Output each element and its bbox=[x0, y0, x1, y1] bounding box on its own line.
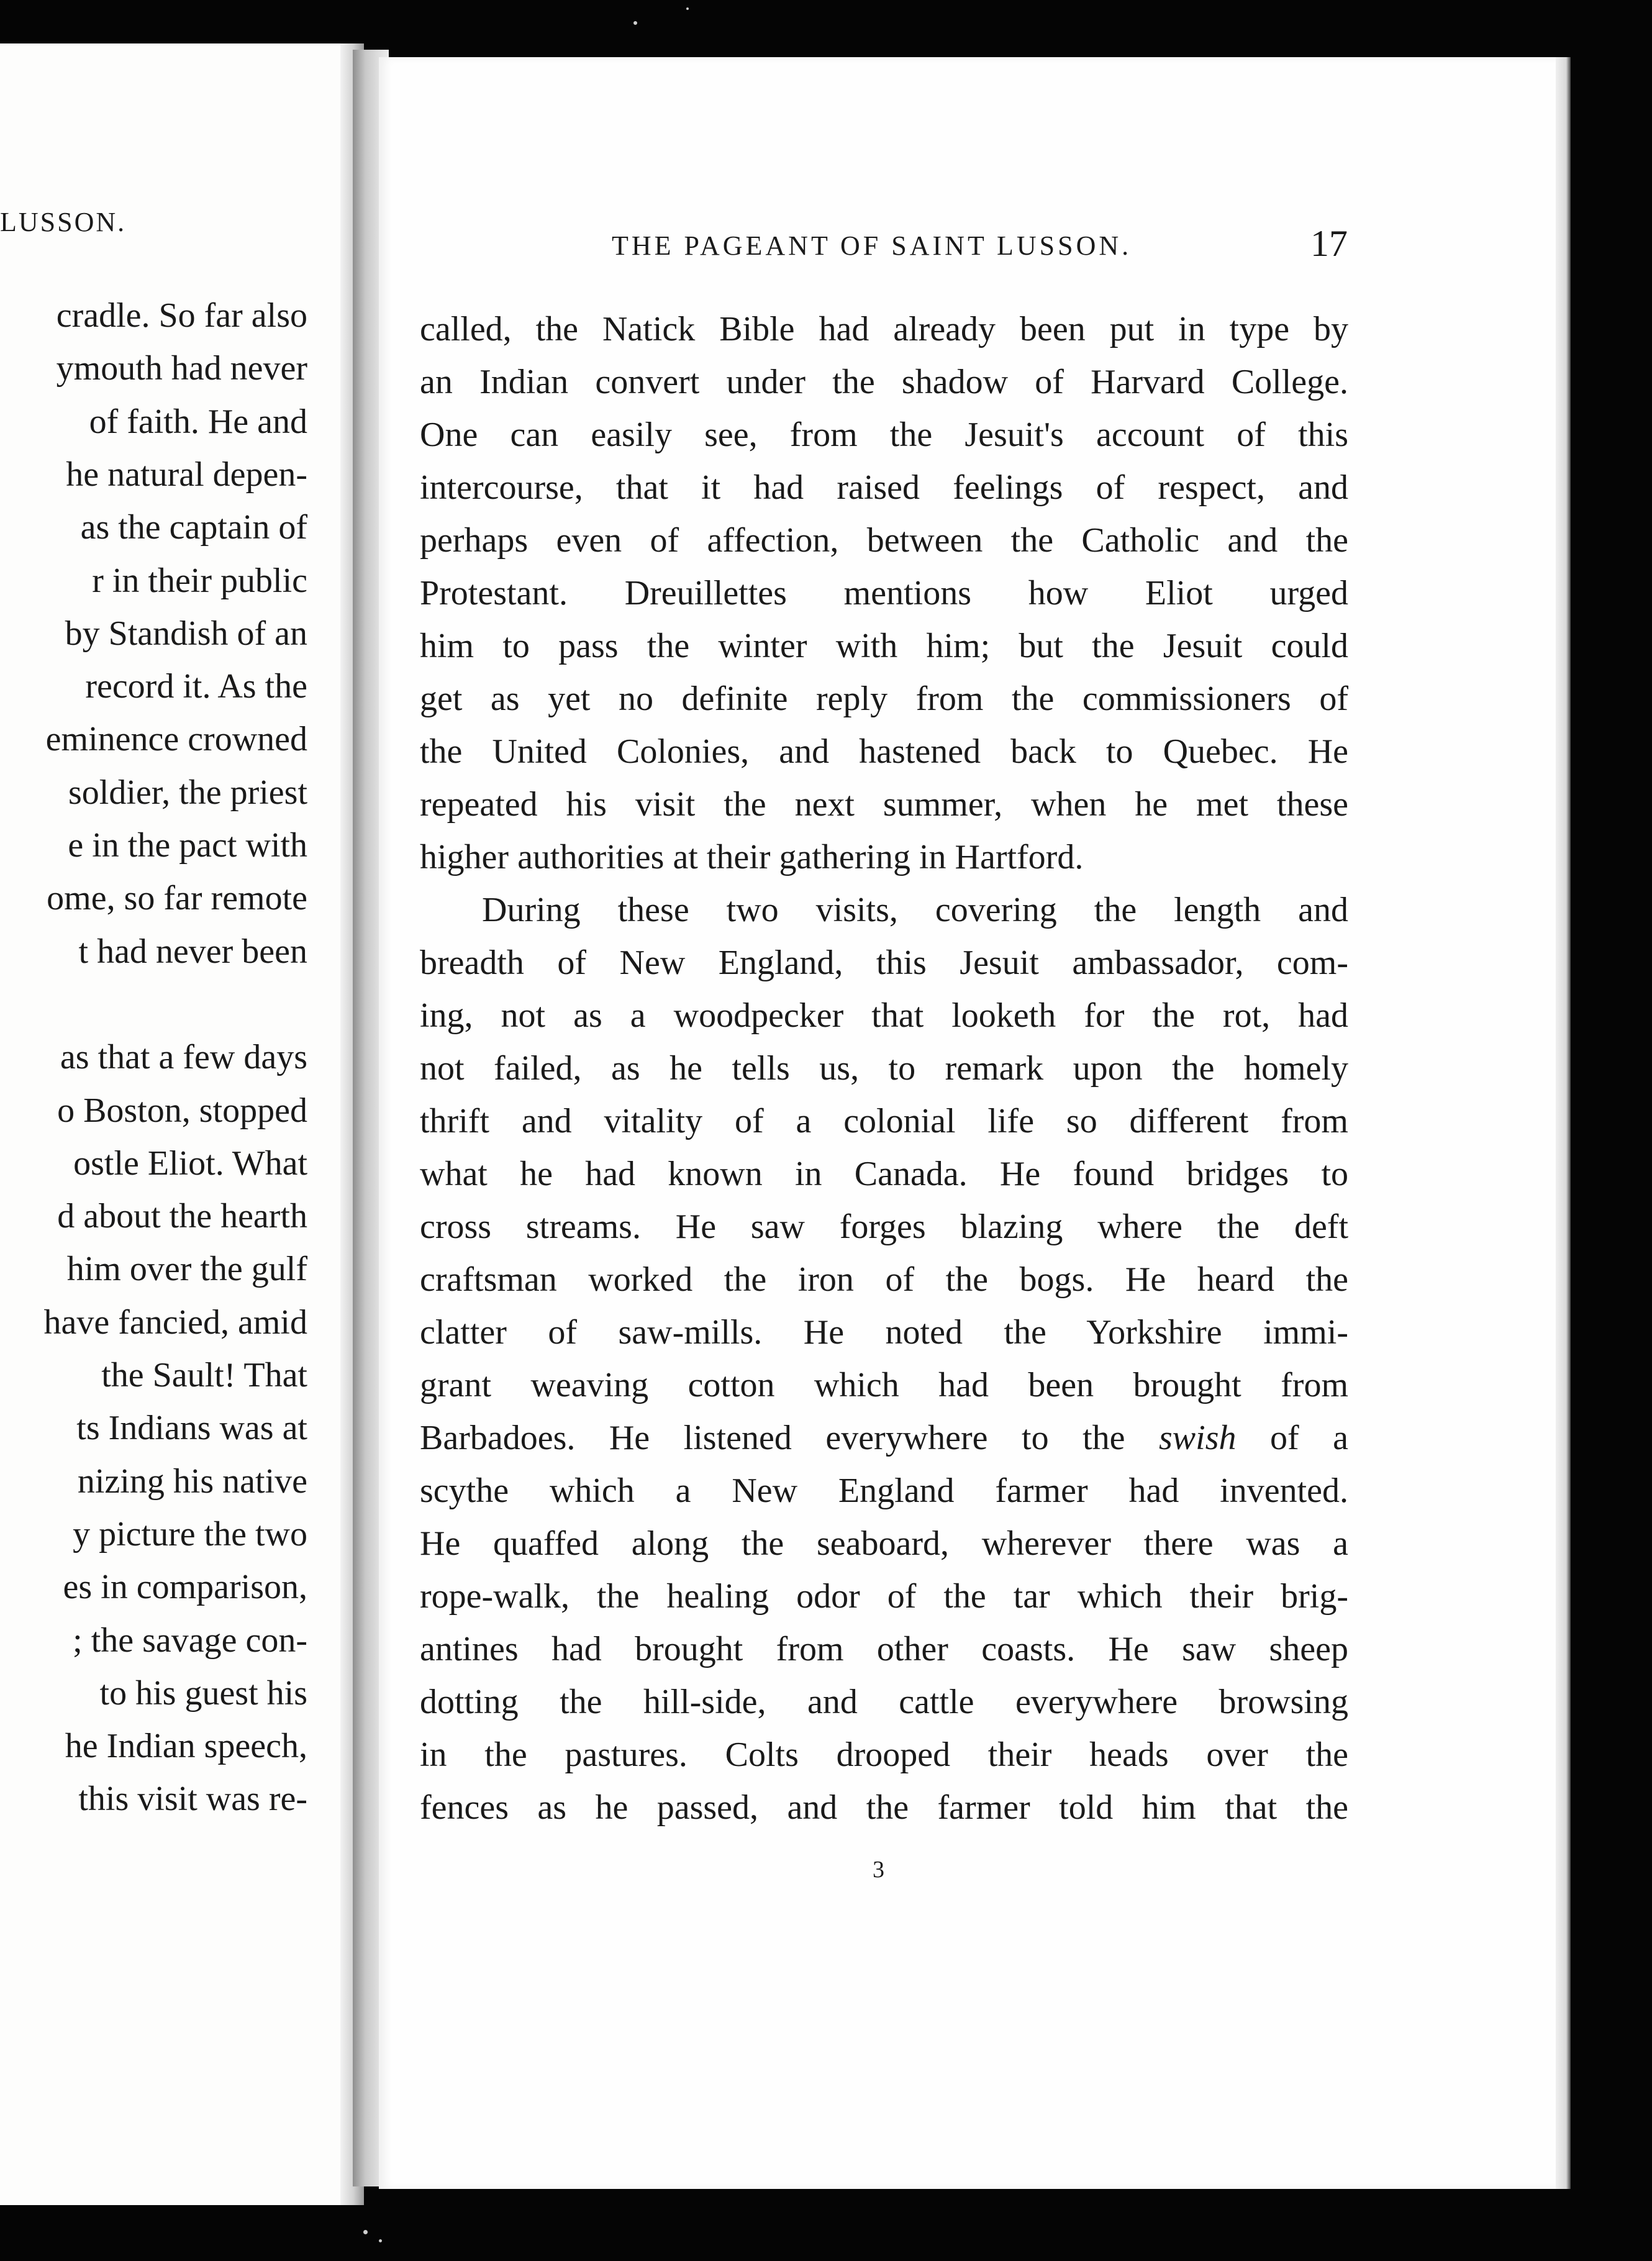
left-text-line: r in their public bbox=[92, 561, 307, 600]
line-text: of a bbox=[1236, 1419, 1348, 1457]
left-text-line: ts Indians was at bbox=[76, 1409, 307, 1448]
text-line: repeated his visit the next summer, when he met these bbox=[420, 785, 1348, 824]
left-text-line: e in the pact with bbox=[68, 826, 307, 865]
text-line: clatter of saw-mills. He noted the Yorkshire immi- bbox=[420, 1313, 1348, 1352]
text-line: One can easily see, from the Jesuit's account of this bbox=[420, 416, 1348, 454]
scan-speck bbox=[363, 2230, 368, 2234]
left-text-line: y picture the two bbox=[73, 1514, 307, 1554]
left-text-line: record it. As the bbox=[85, 667, 307, 706]
text-line: higher authorities at their gathering in Hartford. bbox=[420, 838, 1084, 876]
text-line: craftsman worked the iron of the bogs. He heard the bbox=[420, 1260, 1348, 1299]
right-page-edge bbox=[1556, 57, 1571, 2189]
left-text-line: have fancied, amid bbox=[43, 1303, 307, 1342]
left-text-line: es in comparison, bbox=[63, 1568, 307, 1607]
text-line: intercourse, that it had raised feelings of respect, and bbox=[420, 468, 1348, 507]
left-text-line: as that a few days bbox=[60, 1038, 307, 1077]
left-text-line: he natural depen- bbox=[66, 455, 307, 494]
text-line-swish bbox=[420, 1419, 1348, 1457]
left-text-line: eminence crowned bbox=[45, 720, 307, 759]
text-line: antines had brought from other coasts. He saw sheep bbox=[420, 1630, 1348, 1668]
left-text-line: t had never been bbox=[78, 932, 307, 971]
page-number: 17 bbox=[1310, 223, 1348, 264]
text-line: in the pastures. Colts drooped their heads over the bbox=[420, 1736, 1348, 1774]
left-text-line: d about the hearth bbox=[57, 1197, 307, 1236]
scan-speck bbox=[633, 21, 637, 25]
left-text-line: him over the gulf bbox=[66, 1250, 307, 1289]
scan-speck bbox=[686, 7, 689, 10]
left-text-line: ome, so far remote bbox=[47, 879, 307, 918]
left-text-line: ; the savage con- bbox=[73, 1621, 307, 1660]
text-line: him to pass the winter with him; but the Jesuit could bbox=[420, 627, 1348, 665]
text-line: breadth of New England, this Jesuit ambassador, com- bbox=[420, 944, 1348, 982]
left-text-line: he Indian speech, bbox=[65, 1727, 307, 1766]
left-text-line: the Sault! That bbox=[101, 1356, 307, 1394]
text-line: scythe which a New England farmer had invented. bbox=[420, 1472, 1348, 1510]
left-text-line: to his guest his bbox=[99, 1673, 307, 1713]
text-line: an Indian convert under the shadow of Harvard College. bbox=[420, 363, 1348, 401]
italic-word: swish bbox=[1158, 1419, 1237, 1457]
left-text-line: cradle. So far also bbox=[56, 296, 307, 335]
left-text-line: nizing his native bbox=[77, 1462, 307, 1501]
text-line: what he had known in Canada. He found bridges to bbox=[420, 1155, 1348, 1193]
left-running-head: LUSSON. bbox=[0, 207, 127, 237]
line-text: Barbadoes. He listened everywhere to the bbox=[420, 1419, 1159, 1457]
text-line: fences as he passed, and the farmer told him that the bbox=[420, 1788, 1348, 1827]
text-line: called, the Natick Bible had already been put in type by bbox=[420, 310, 1348, 348]
text-line: not failed, as he tells us, to remark upon the homely bbox=[420, 1049, 1348, 1088]
text-line: cross streams. He saw forges blazing where the deft bbox=[420, 1208, 1348, 1246]
text-line: perhaps even of affection, between the Catholic and the bbox=[420, 521, 1348, 560]
text-line: thrift and vitality of a colonial life so different from bbox=[420, 1102, 1348, 1140]
text-line: grant weaving cotton which had been brought from bbox=[420, 1366, 1348, 1404]
left-text-line: by Standish of an bbox=[65, 614, 307, 653]
text-line: ing, not as a woodpecker that looketh for the rot, had bbox=[420, 996, 1348, 1035]
signature-mark: 3 bbox=[873, 1857, 884, 1883]
left-text-line: ostle Eliot. What bbox=[73, 1144, 307, 1183]
text-line: get as yet no definite reply from the commissioners of bbox=[420, 680, 1348, 718]
left-text-line: of faith. He and bbox=[89, 402, 307, 441]
left-text-line: soldier, the priest bbox=[68, 773, 307, 812]
left-text-line: this visit was re- bbox=[78, 1780, 307, 1819]
left-text-line: as the captain of bbox=[80, 508, 307, 547]
text-line: the United Colonies, and hastened back to Quebec. He bbox=[420, 732, 1348, 771]
text-line: rope-walk, the healing odor of the tar which their brig- bbox=[420, 1577, 1348, 1616]
text-line: dotting the hill-side, and cattle everywhere browsing bbox=[420, 1683, 1348, 1721]
text-line: During these two visits, covering the length and bbox=[482, 891, 1348, 929]
text-line: He quaffed along the seaboard, wherever there was a bbox=[420, 1524, 1348, 1563]
left-text-line: ymouth had never bbox=[56, 349, 307, 388]
running-head: THE PAGEANT OF SAINT LUSSON. bbox=[612, 230, 1132, 261]
scan-speck bbox=[379, 2239, 382, 2242]
text-line: Protestant. Dreuillettes mentions how Eliot urged bbox=[420, 574, 1348, 612]
left-page bbox=[0, 43, 351, 2205]
left-text-line: o Boston, stopped bbox=[57, 1091, 307, 1130]
